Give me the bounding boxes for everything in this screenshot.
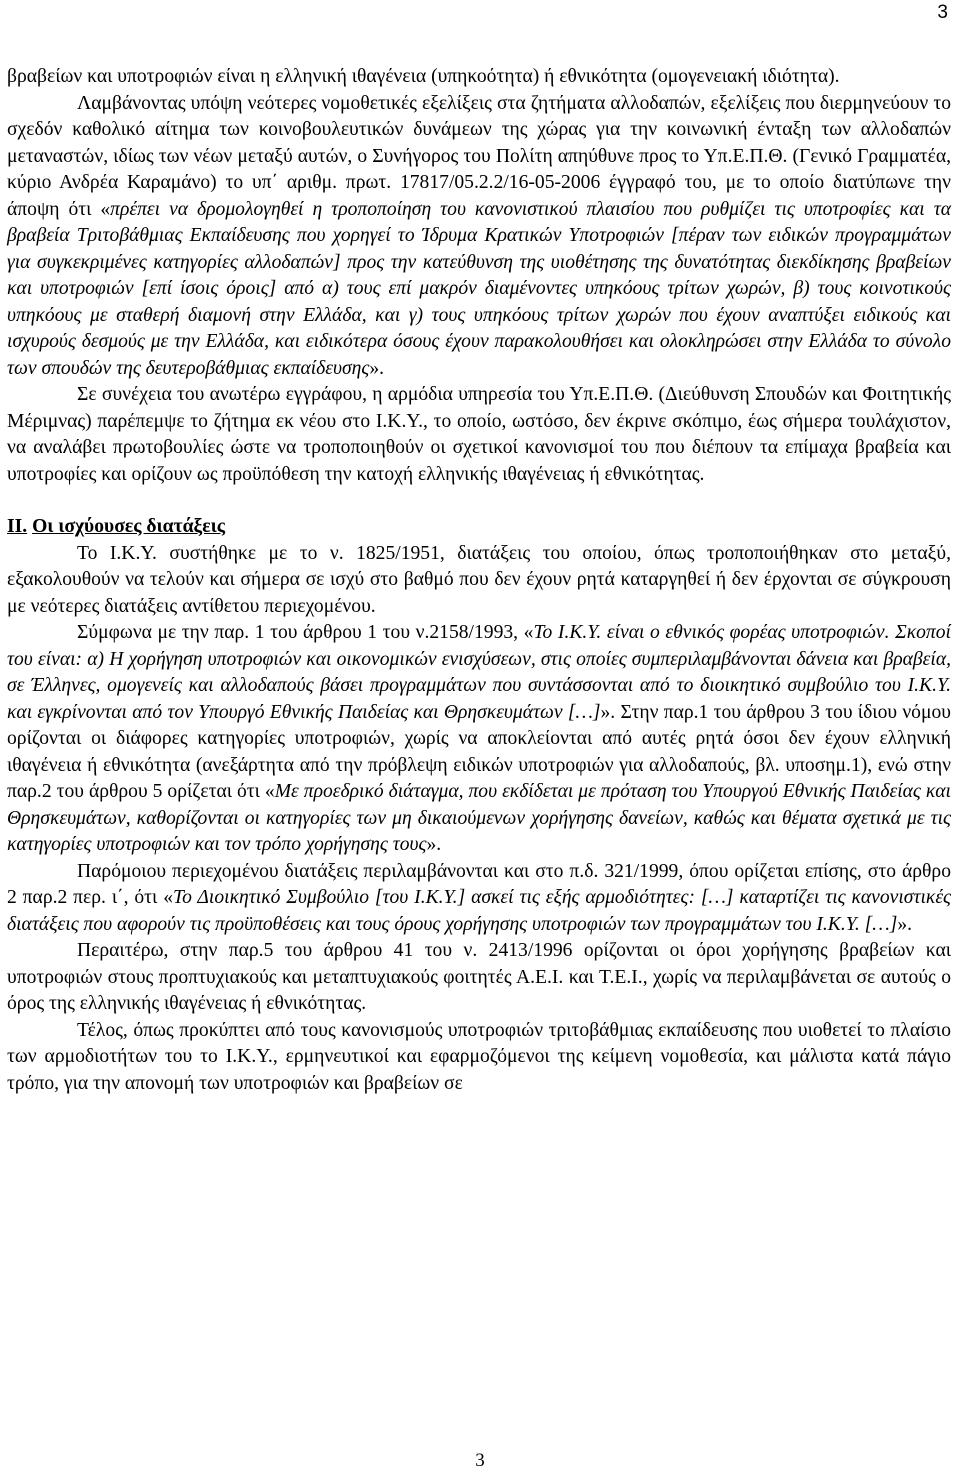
paragraph-text: Παρόμοιου περιεχομένου διατάξεις περιλαμβάνονται και στο π.δ. 321/1999, όπου ορίζεται επίσης, στο άρθρο 2 παρ.2 περ. ι΄, ότι « [7,860,951,908]
paragraph-text: ». [369,357,385,379]
quoted-text: Με προεδρικό διάταγμα, που εκδίδεται με πρόταση του Υπουργού Εθνικής Παιδείας και Θρησκευμάτων, καθορίζονται οι κατηγορίες των μη δικαιούμενων χορήγησης δανείων, καθώς και θέματα σχετικά με τις κατηγορίες υποτροφιών και τον τρόπο χορήγησης τους [7,781,951,855]
quoted-text: Το Ι.Κ.Υ. είναι ο εθνικός φορέας υποτροφιών. Σκοποί του είναι: α) Η χορήγηση υποτροφιών και οικονομικών ενισχύσεων, στις οποίες συμπεριλαμβάνονται δάνεια και βραβεία, σε Έλληνες, ομογενείς και αλλοδαπούς βάσει προγραμμάτων που συντάσσονται από το διοικητικό συμβούλιο του Ι.Κ.Υ. και εγκρίνονται από τον Υπουργό Εθνικής Παιδείας και Θρησκευμάτων […] [7,622,951,723]
paragraph-section-4: Περαιτέρω, στην παρ.5 του άρθρου 41 του ν. 2413/1996 ορίζονται οι όροι χορήγησης βραβείων και υποτροφιών στους προπτυχιακούς και μεταπτυχιακούς φοιτητές Α.Ε.Ι. και Τ.Ε.Ι., χωρίς να περιλαμβάνεται σε αυτούς ο όρος της ελληνικής ιθαγένειας ή εθνικότητας. [7,940,951,1014]
paragraph-section-2 [7,620,951,859]
paragraph-text: ». [897,913,913,935]
paragraph-text: ». [426,834,442,855]
document-body [7,64,951,1097]
paragraph-section-3 [7,859,951,939]
page-number-bottom: 3 [475,1450,485,1471]
paragraph-section-5: Τέλος, όπως προκύπτει από τους κανονισμούς υποτροφιών τριτοβάθμιας εκπαίδευσης που υιοθετεί το πλαίσιο των αρμοδιοτήτων του το Ι.Κ.Υ., ερμηνευτικοί και εφαρμοζόμενοι της κείμενη νομοθεσία, και μάλιστα κατά πάγιο τρόπο, για την απονομή των υποτροφιών και βραβείων σε [7,1019,951,1094]
section-number: ΙΙ. [7,516,28,537]
quoted-text: Το Διοικητικό Συμβούλιο [του Ι.Κ.Υ.] ασκεί τις εξής αρμοδιότητες: […] καταρτίζει τις κανονιστικές διατάξεις που αφορούν τις προϋποθέσεις και τους όρους χορήγησης υποτροφιών των προγραμμάτων του Ι.Κ.Υ. […] [7,887,951,935]
paragraph-intro-1: βραβείων και υποτροφιών είναι η ελληνική ιθαγένεια (υπηκοότητα) ή εθνικότητα (ομογενειακή ιδιότητα). [7,66,840,87]
paragraph-intro-3: Σε συνέχεια του ανωτέρω εγγράφου, η αρμόδια υπηρεσία του Υπ.Ε.Π.Θ. (Διεύθυνση Σπουδών και Φοιτητικής Μέριμνας) παρέπεμψε το ζήτημα εκ νέου στο Ι.Κ.Υ., το οποίο, ωστόσο, δεν έκρινε σκόπιμο, έως σήμερα τουλάχιστον, να αναλάβει πρωτοβουλίες ώστε να τροποποιηθούν οι σχετικοί κανονισμοί του που διέπουν τα επίμαχα βραβεία και υποτροφίες και ορίζουν ως προϋπόθεση την κατοχή ελληνικής ιθαγένειας ή εθνικότητας. [7,384,951,485]
page-number-top: 3 [937,2,948,23]
paragraph-text: Λαμβάνοντας υπόψη νεότερες νομοθετικές εξελίξεις στα ζητήματα αλλοδαπών, εξελίξεις που διερμηνεύουν το σχεδόν καθολικό αίτημα των κοινοβουλευτικών δυνάμεων της χώρας για την κοινωνική ένταξη των αλλοδαπών μεταναστών, ιδίως των νέων μεταξύ αυτών, ο Συνήγορος του Πολίτη απηύθυνε προς το Υπ.Ε.Π.Θ. (Γενικό Γραμματέα, κύριο Ανδρέα Καραμάνο) το υπ΄ αριθμ. πρωτ. 17817/05.2.2/16-05-2006 έγγραφό του, με το οποίο διατύπωνε την άποψη ότι « [7,92,951,220]
paragraph-intro-2 [7,91,951,383]
section-title: Οι ισχύουσες διατάξεις [32,516,225,537]
quoted-text: πρέπει να δρομολογηθεί η τροποποίηση του κανονιστικού πλαισίου που ρυθμίζει τις υποτροφίες και τα βραβεία Τριτοβάθμιας Εκπαίδευσης που χορηγεί το Ίδρυμα Κρατικών Υποτροφιών [πέραν των ειδικών προγραμμάτων για συγκεκριμένες κατηγορίες αλλοδαπών] προς την κατεύθυνση της υιοθέτησης της δυνατότητας διεκδίκησης βραβείων και υποτροφιών [επί ίσοις όροις] από α) τους επί μακρόν διαμένοντες υπηκόους τρίτων χωρών, β) τους κοινοτικούς υπηκόους με σταθερή διαμονή στην Ελλάδα, και γ) τους υπηκόους τρίτων χωρών που έχουν αναπτύξει ειδικούς και ισχυρούς δεσμούς με την Ελλάδα, και ειδικότερα όσους έχουν παρακολουθήσει και ολοκληρώσει στην Ελλάδα το σύνολο των σπουδών της δευτεροβάθμιας εκπαίδευσης [7,198,951,379]
paragraph-text: ». Στην παρ.1 του άρθρου 3 του ίδιου νόμου ορίζονται οι διάφορες κατηγορίες υποτροφιών, χωρίς να αποκλείονται από αυτές ρητά όσοι δεν έχουν ελληνική ιθαγένεια ή εθνικότητα (ανεξάρτητα από την πρόβλεψη ειδικών υποτροφιών για αλλοδαπούς, βλ. υποσημ.1), ενώ στην παρ.2 του άρθρου 5 ορίζεται ότι « [7,701,951,802]
paragraph-text: Σύμφωνα με την παρ. 1 του άρθρου 1 του ν.2158/1993, « [77,622,534,643]
paragraph-section-1: Το Ι.Κ.Υ. συστήθηκε με το ν. 1825/1951, διατάξεις του οποίου, όπως τροποποιήθηκαν στο μεταξύ, εξακολουθούν να τελούν και σήμερα σε ισχύ στο βαθμό που δεν έχουν ρητά καταργηθεί ή δεν έρχονται σε σύγκρουση με νεότερες διατάξεις αντίθετου περιεχομένου. [7,542,951,617]
section-heading [7,514,951,541]
